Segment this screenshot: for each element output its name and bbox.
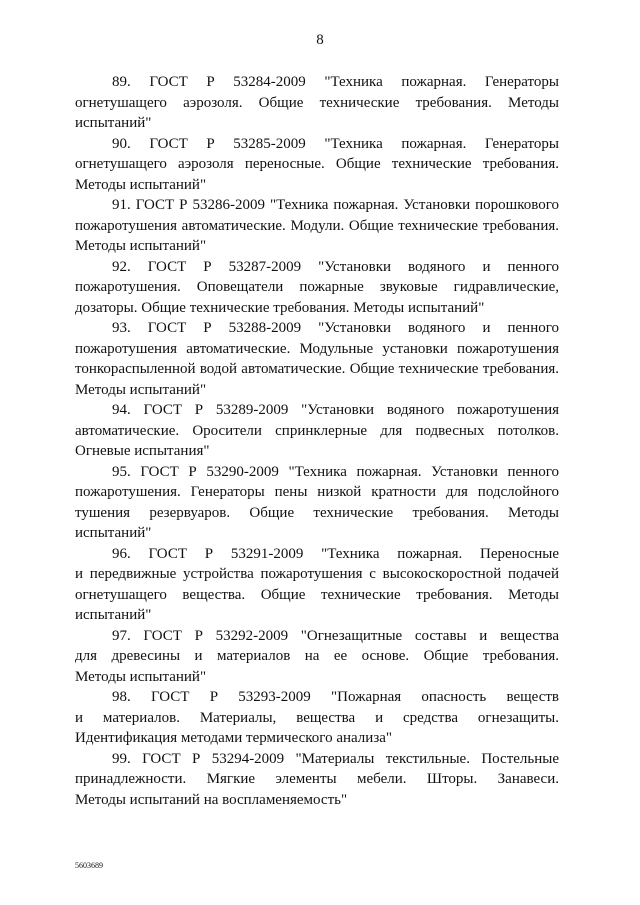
standard-entry-line: Методы испытаний на воспламеняемость"	[75, 791, 348, 808]
standard-list-item	[75, 72, 559, 134]
standard-list-item	[75, 687, 559, 749]
standard-list-item	[75, 134, 559, 196]
standard-entry-line: Огневые испытания"	[75, 443, 210, 459]
standard-entry-line: и передвижные устройства пожаротушения с высокоскоростной подачей	[75, 566, 559, 582]
standard-entry-line: Методы испытаний"	[75, 381, 207, 398]
standard-entry-line: пожаротушения автоматические. Модули. Общие технические требования.	[75, 217, 559, 234]
standard-list-item	[75, 544, 559, 626]
standard-entry-heading-line: 94. ГОСТ Р 53289-2009 "Установки водяного пожаротушения	[112, 402, 559, 418]
standard-entry-line: пожаротушения автоматические. Модульные установки пожаротушения	[75, 340, 559, 357]
standard-entry-line: пожаротушения. Оповещатели пожарные звуковые гидравлические,	[75, 279, 559, 295]
standard-entry-line: Методы испытаний"	[75, 668, 207, 685]
standard-list-item	[75, 257, 559, 319]
standard-entry-line: испытаний"	[75, 607, 152, 623]
standard-entry-line: огнетушащего аэрозоля. Общие технические требования. Методы	[75, 94, 559, 111]
standard-entry-heading-line: 89. ГОСТ Р 53284-2009 "Техника пожарная. Генераторы	[112, 74, 559, 90]
standard-entry-heading-line: 96. ГОСТ Р 53291-2009 "Техника пожарная. Переносные	[112, 545, 559, 562]
standard-entry-line: Методы испытаний"	[75, 176, 207, 193]
standard-entry-line: испытаний"	[75, 115, 152, 131]
standard-entry-line: Методы испытаний"	[75, 238, 207, 254]
standard-entry-heading-line: 90. ГОСТ Р 53285-2009 "Техника пожарная. Генераторы	[112, 135, 559, 152]
standard-entry-line: огнетушащего аэрозоля переносные. Общие технические требования.	[75, 156, 559, 172]
standard-entry-line: принадлежности. Мягкие элементы мебели. Шторы. Занавеси.	[75, 771, 559, 787]
standard-entry-heading-line: 98. ГОСТ Р 53293-2009 "Пожарная опасность веществ	[112, 689, 559, 705]
standard-entry-line: Идентификация методами термического анализа"	[75, 730, 393, 746]
standard-entry-line: огнетушащего вещества. Общие технические требования. Методы	[75, 586, 559, 603]
standard-entry-heading-line: 93. ГОСТ Р 53288-2009 "Установки водяного и пенного	[112, 320, 559, 336]
standard-list-item	[75, 462, 559, 544]
document-code: 5603689	[75, 861, 103, 870]
standard-entry-heading-line: 92. ГОСТ Р 53287-2009 "Установки водяного и пенного	[112, 258, 559, 275]
standard-list-item	[75, 195, 559, 257]
standard-entry-line: испытаний"	[75, 525, 152, 541]
standards-list	[75, 72, 559, 810]
standard-entry-line: для древесины и материалов на ее основе. Общие требования.	[75, 648, 559, 664]
standard-list-item	[75, 626, 559, 688]
standard-entry-heading-line: 91. ГОСТ Р 53286-2009 "Техника пожарная. Установки порошкового	[112, 197, 559, 213]
standard-entry-line: тонкораспыленной водой автоматические. Общие технические требования.	[75, 361, 559, 377]
standard-entry-heading-line: 95. ГОСТ Р 53290-2009 "Техника пожарная. Установки пенного	[112, 463, 559, 480]
standard-entry-heading-line: 99. ГОСТ Р 53294-2009 "Материалы текстильные. Постельные	[112, 750, 559, 767]
standard-entry-line: и материалов. Материалы, вещества и средства огнезащиты.	[75, 709, 559, 726]
standard-list-item	[75, 749, 559, 811]
standard-entry-line: тушения резервуаров. Общие технические требования. Методы	[75, 504, 559, 521]
standard-list-item	[75, 318, 559, 400]
standard-entry-heading-line: 97. ГОСТ Р 53292-2009 "Огнезащитные составы и вещества	[112, 627, 559, 644]
page-number: 8	[316, 32, 324, 48]
standard-entry-line: автоматические. Оросители спринклерные для подвесных потолков.	[75, 422, 559, 439]
standard-entry-line: пожаротушения. Генераторы пены низкой кратности для подслойного	[75, 484, 559, 500]
standard-list-item	[75, 400, 559, 462]
standard-entry-line: дозаторы. Общие технические требования. Методы испытаний"	[75, 299, 485, 316]
